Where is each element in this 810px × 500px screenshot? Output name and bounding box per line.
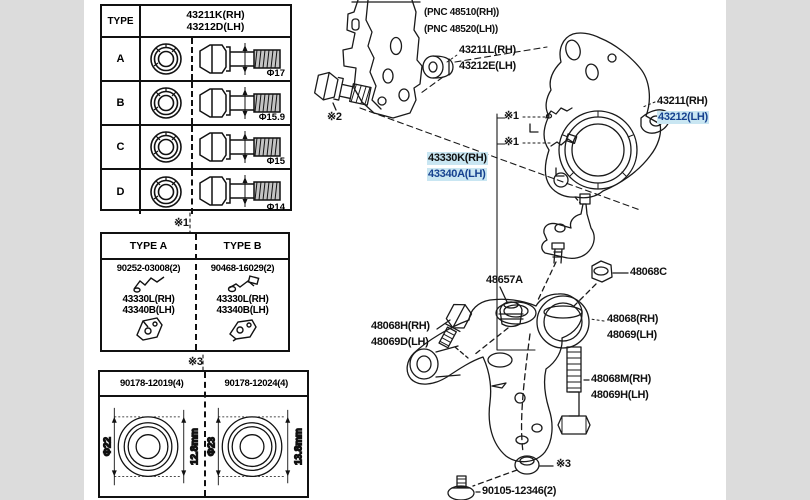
type-column-header: TYPE [102, 6, 141, 36]
bracket-b-icon [225, 316, 261, 342]
ring-icon [141, 126, 191, 168]
washer-2-diameter: Φ23 [206, 436, 218, 456]
marker1-lower-label: ※1 [504, 136, 519, 148]
type-b-header: TYPE B [197, 234, 288, 260]
nut-48068c-drawing [592, 261, 628, 282]
bolt-diameter: Φ15.9 [258, 112, 285, 123]
clip-table-marker: ※1 [174, 217, 189, 229]
washer-table-marker: ※3 [188, 356, 203, 368]
arm-centerline-dash [522, 334, 530, 452]
bolt-diameter: Φ17 [266, 68, 285, 79]
bolt-row-c [102, 126, 290, 170]
bushing-drawing [423, 55, 457, 78]
type-a-header: TYPE A [102, 234, 195, 260]
type-c-label: C [102, 126, 141, 168]
bolt-row-a [102, 38, 290, 82]
front-bolt-lh-label[interactable]: 48069D(LH) [371, 336, 429, 348]
ring-icon [141, 38, 191, 80]
bump-stopper-label[interactable]: 48657A [486, 274, 523, 286]
bolt-table-header [102, 6, 290, 38]
type-b-label: B [102, 82, 141, 124]
bushing-lh-label[interactable]: 43212E(LH) [459, 60, 516, 72]
clip-b-icon [225, 274, 261, 294]
bracket-a-icon [131, 316, 167, 342]
bottom-bolt-label[interactable]: 90105-12346(2) [482, 485, 557, 497]
bolt-cell [191, 82, 290, 124]
ring-icon [141, 82, 191, 124]
bolt-part-number-header[interactable]: 43211K(RH) 43212D(LH) [186, 9, 245, 33]
bottom-bolt-dash [473, 470, 517, 486]
rear-bolt-lh-label[interactable]: 48069H(LH) [591, 389, 649, 401]
rear-bolt-rh-label[interactable]: 48068M(RH) [591, 373, 651, 385]
clip-upper-drawing [546, 108, 572, 118]
front-bolt-rh-label[interactable]: 48068H(RH) [371, 320, 430, 332]
clip-type-b-column [195, 234, 288, 350]
type-d-label: D [102, 170, 141, 214]
bolt-type-table [100, 4, 292, 211]
bottom-nut-drawing [515, 456, 553, 474]
bolt-cell [191, 170, 290, 214]
bolt-diameter: Φ15 [266, 156, 285, 167]
bottom-bolt-drawing [448, 476, 480, 500]
rear-bolt-drawing [558, 347, 590, 434]
pnc-rh-label: (PNC 48510(RH)) [424, 7, 499, 18]
washer-2-part-number[interactable]: 90178-12024(4) [206, 372, 308, 397]
washer-1-diameter: Φ22 [102, 436, 114, 456]
washer-1-drawing [102, 397, 202, 496]
washer-col-1 [100, 372, 204, 496]
front-bolt-arm-dash [455, 347, 468, 358]
ball-joint-drawing [542, 194, 594, 263]
balljoint-lh-label[interactable]: 43340A(LH) [428, 168, 486, 180]
washer-col-2 [204, 372, 308, 496]
bushing-rh-label[interactable]: 43211L(RH) [459, 44, 516, 56]
nut-arm-dash [572, 284, 596, 308]
washer-1-thickness: 12.8mm [189, 427, 201, 465]
bracket-drawing [343, 0, 422, 118]
front-bolt-drawing [435, 300, 474, 350]
type-a-label: A [102, 38, 141, 80]
bolt-cell [191, 126, 290, 168]
arm-rh-label[interactable]: 48068(RH) [607, 313, 659, 325]
clip-b-bracket-label[interactable]: 43330L(RH) 43340B(LH) [216, 294, 269, 316]
bolt-cell [191, 38, 290, 80]
washer-2-drawing [206, 397, 306, 496]
washer-table [98, 370, 309, 498]
ring-icon [141, 170, 191, 214]
balljoint-rh-label[interactable]: 43330K(RH) [428, 152, 487, 164]
bolt-diameter: Φ14 [266, 202, 285, 213]
bolt-row-b [102, 82, 290, 126]
arm-lh-label[interactable]: 48069(LH) [607, 329, 657, 341]
clip-a-part-number[interactable]: 90252-03008(2) [116, 263, 181, 274]
clip-type-a-column [102, 234, 195, 350]
clip-a-icon [131, 274, 167, 294]
marker2-label: ※2 [327, 111, 342, 123]
knuckle-lh-label[interactable]: 43212(LH) [658, 111, 708, 123]
bump-arm-dash [474, 328, 508, 355]
clip-b-part-number[interactable]: 90468-16029(2) [210, 263, 275, 274]
bolt-row-d [102, 170, 290, 214]
marker3-label: ※3 [556, 458, 571, 470]
nut-48068c-label[interactable]: 48068C [630, 266, 667, 278]
knuckle-rh-label[interactable]: 43211(RH) [657, 95, 708, 107]
washer-1-part-number[interactable]: 90178-12019(4) [100, 372, 204, 397]
clip-type-table [100, 232, 290, 352]
washer-2-thickness: 13.8mm [293, 427, 305, 465]
pnc-lh-label: (PNC 48520(LH)) [424, 24, 498, 35]
clip-a-bracket-label[interactable]: 43330L(RH) 43340B(LH) [122, 294, 175, 316]
star2-leader [333, 103, 336, 110]
marker1-upper-label: ※1 [504, 110, 519, 122]
